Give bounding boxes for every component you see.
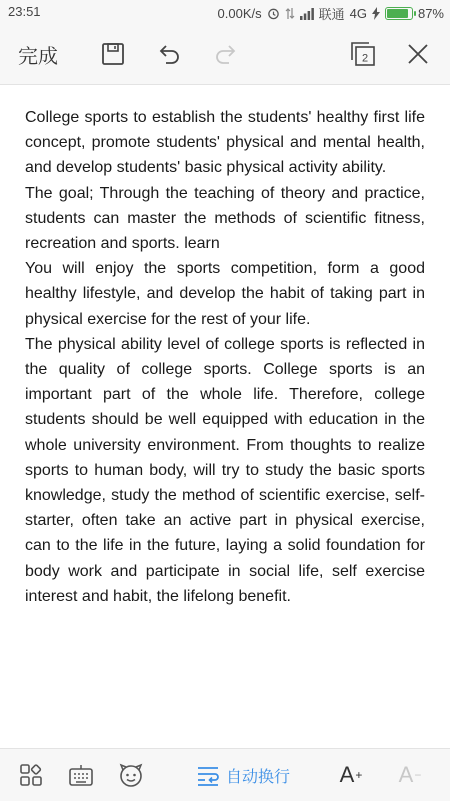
- undo-button[interactable]: [155, 24, 185, 84]
- auto-wrap-button[interactable]: [196, 749, 306, 801]
- paragraph: You will enjoy the sports competition, form a good healthy lifestyle, and develop the habit of taking part in physical exercise for the rest of your life.: [25, 260, 425, 328]
- charging-icon: [372, 7, 380, 20]
- save-icon: [101, 42, 125, 66]
- status-bar: [0, 0, 450, 24]
- page-count: 2: [361, 52, 369, 65]
- font-increase-label: A: [339, 762, 355, 787]
- data-arrows-icon: [285, 7, 295, 20]
- font-decrease-label: A: [398, 762, 414, 787]
- close-icon: [407, 43, 429, 65]
- grid-icon: [19, 763, 43, 787]
- battery-percent: 87%: [417, 6, 444, 21]
- network-speed: 0.00K/s: [217, 6, 262, 21]
- paragraph: The goal; Through the teaching of theory and practice, students can master the methods of scientific fitness, recreation and sports. learn: [25, 184, 425, 253]
- status-right: [218, 4, 444, 23]
- font-decrease-button[interactable]: [397, 749, 423, 801]
- auto-wrap-label: 自动换行: [226, 768, 291, 786]
- done-button[interactable]: 完成: [18, 45, 58, 68]
- plus-icon: +: [355, 768, 363, 782]
- apps-button[interactable]: [18, 749, 44, 801]
- redo-button[interactable]: [210, 24, 240, 84]
- undo-icon: [158, 43, 182, 65]
- bottom-toolbar: [0, 748, 450, 801]
- page-count-button[interactable]: [348, 24, 378, 84]
- battery-fill: [387, 9, 408, 18]
- minus-icon: −: [414, 768, 422, 782]
- pages-icon: [350, 41, 376, 67]
- redo-icon: [213, 43, 237, 65]
- editor-toolbar: [0, 24, 450, 85]
- document-body[interactable]: [25, 105, 425, 609]
- close-button[interactable]: [403, 24, 433, 84]
- status-time: 23:51: [8, 4, 41, 19]
- wrap-text-icon: [196, 764, 220, 786]
- keyboard-icon: [68, 763, 94, 787]
- battery-icon: [385, 7, 413, 20]
- paragraph: College sports to establish the students' healthy first life concept, promote students' physical and mental health, and develop students' basic physical activity ability.: [25, 109, 425, 177]
- network-type: 4G: [349, 6, 367, 21]
- signal-icon: [300, 8, 314, 20]
- save-button[interactable]: [98, 24, 128, 84]
- emoji-icon: [118, 762, 144, 788]
- font-increase-button[interactable]: [338, 749, 364, 801]
- keyboard-button[interactable]: [68, 749, 94, 801]
- paragraph: The physical ability level of college sports is reflected in the quality of college sports. College sports is an important part of the whole life. Therefore, college students should be well equipped with education in the whole university environment. From thoughts to realize sports to human body, will try to study the basic sports knowledge, study the method of scientific exercise, self-starter, often take an active part in physical exercise, can to the life in the future, laying a solid foundation for body work and participate in social life, self exercise interest and habit, the lifelong benefit.: [25, 335, 425, 605]
- alarm-icon: [267, 7, 280, 20]
- carrier-label: 联通: [318, 7, 345, 22]
- emoji-button[interactable]: [118, 749, 144, 801]
